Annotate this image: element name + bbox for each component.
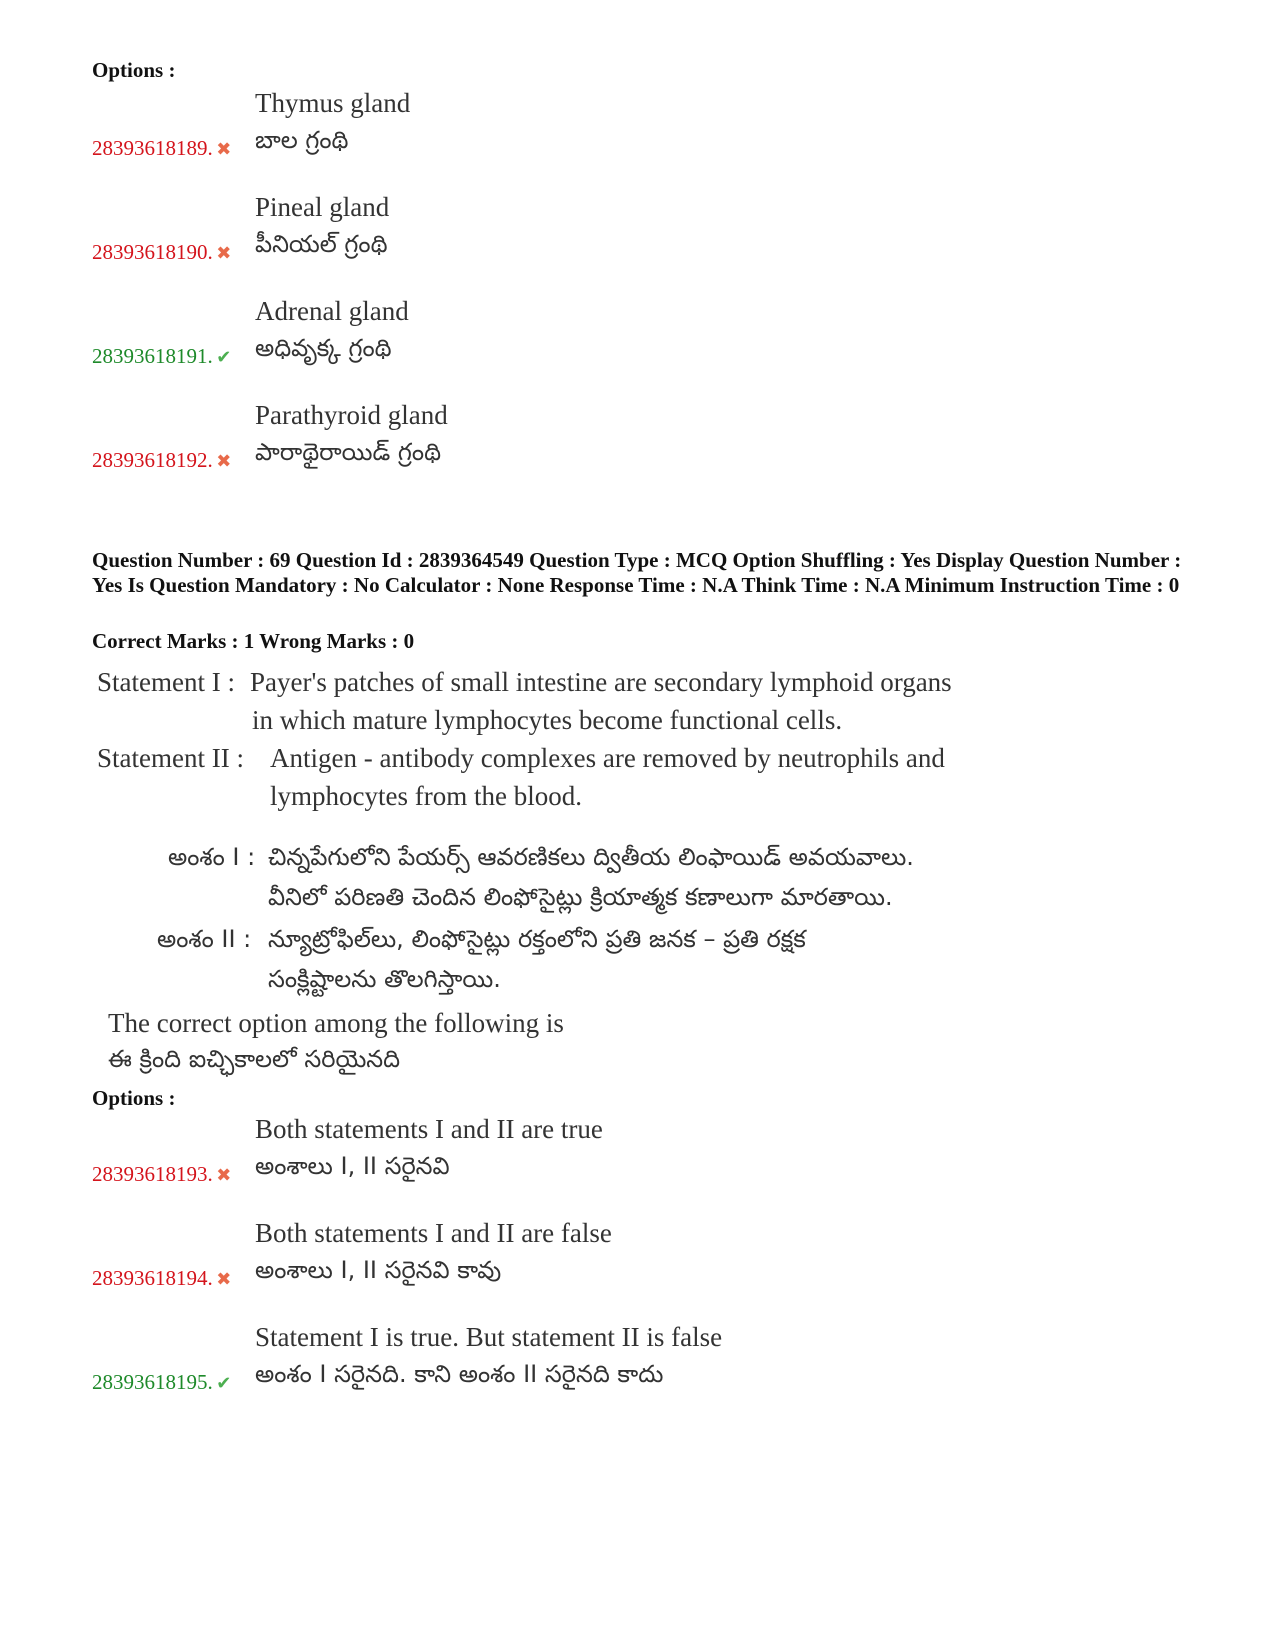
option-english-text: Both statements I and II are true: [255, 1114, 603, 1144]
options-label: Options :: [92, 58, 176, 82]
option-telugu-text: అంశాలు I, II సరైనవి: [255, 1152, 450, 1180]
option-english-text: Statement I is true. But statement II is false: [255, 1322, 723, 1352]
prompt-english: The correct option among the following is: [108, 1008, 564, 1038]
statement-2-line-1: Antigen - antibody complexes are removed by neutrophils and: [270, 743, 945, 773]
option-english-text: Pineal gland: [255, 192, 390, 222]
cross-icon: ✖: [216, 1269, 232, 1289]
options-label-2: Options :: [92, 1086, 176, 1110]
option-id: 28393618192.: [92, 448, 213, 472]
statement-2-label: Statement II :: [97, 743, 244, 773]
option-telugu-text: పీనియల్ గ్రంథి: [255, 230, 388, 258]
telugu-statement-2-line-1: న్యూట్రోఫిల్‌లు, లింఫోసైట్లు రక్తంలోని ప్రతి జనక – ప్రతి రక్షక: [268, 925, 806, 953]
option-telugu-text: బాల గ్రంథి: [255, 126, 349, 154]
telugu-statement-1-label: అంశం I :: [168, 843, 256, 871]
statement-1-line-2: in which mature lymphocytes become functional cells.: [252, 705, 843, 735]
option-english-text: Thymus gland: [255, 88, 411, 118]
cross-icon: ✖: [216, 243, 232, 263]
question-marks: Correct Marks : 1 Wrong Marks : 0: [92, 629, 415, 653]
cross-icon: ✖: [216, 451, 232, 471]
option-english-text: Both statements I and II are false: [255, 1218, 612, 1248]
statement-1-line-1: Payer's patches of small intestine are secondary lymphoid organs: [250, 667, 952, 697]
option-telugu-text: అంశం I సరైనది. కాని అంశం II సరైనది కాదు: [255, 1360, 664, 1388]
telugu-statement-2-line-2: సంక్లిష్టాలను తొలగిస్తాయి.: [268, 965, 501, 993]
check-icon: ✔: [216, 1373, 232, 1393]
option-id: 28393618194.: [92, 1266, 213, 1290]
check-icon: ✔: [216, 347, 232, 367]
telugu-statement-2-label: అంశం II :: [157, 925, 252, 953]
cross-icon: ✖: [216, 139, 232, 159]
option-id: 28393618195.: [92, 1370, 213, 1394]
prompt-telugu: ఈ క్రింది ఐచ్ఛికాలలో సరియైనది: [108, 1045, 401, 1073]
statement-2-line-2: lymphocytes from the blood.: [270, 781, 582, 811]
option-english-text: Adrenal gland: [255, 296, 409, 326]
telugu-statement-1-line-1: చిన్నపేగులోని పేయర్స్ ఆవరణికలు ద్వితీయ లింఫాయిడ్ అవయవాలు.: [268, 843, 914, 871]
option-telugu-text: పారాథైరాయిడ్ గ్రంథి: [255, 438, 442, 466]
cross-icon: ✖: [216, 1165, 232, 1185]
option-english-text: Parathyroid gland: [255, 400, 448, 430]
option-telugu-text: అధివృక్క గ్రంథి: [255, 334, 392, 362]
option-id: 28393618190.: [92, 240, 213, 264]
telugu-statement-1-line-2: వీనిలో పరిణతి చెందిన లింఫోసైట్లు క్రియాత్మక కణాలుగా మారతాయి.: [268, 883, 893, 911]
statement-1-label: Statement I :: [97, 667, 235, 697]
option-id: 28393618193.: [92, 1162, 213, 1186]
option-id: 28393618191.: [92, 344, 213, 368]
option-telugu-text: అంశాలు I, II సరైనవి కావు: [255, 1256, 502, 1284]
question-meta: Question Number : 69 Question Id : 2839364549 Question Type : MCQ Option Shuffling : Yes Display Question Number : Yes Is Question Mandatory : No Calculator : None Response Time : N.A Think Time : N.A Minimum Instruction Time : 0: [92, 548, 1182, 597]
option-id: 28393618189.: [92, 136, 213, 160]
